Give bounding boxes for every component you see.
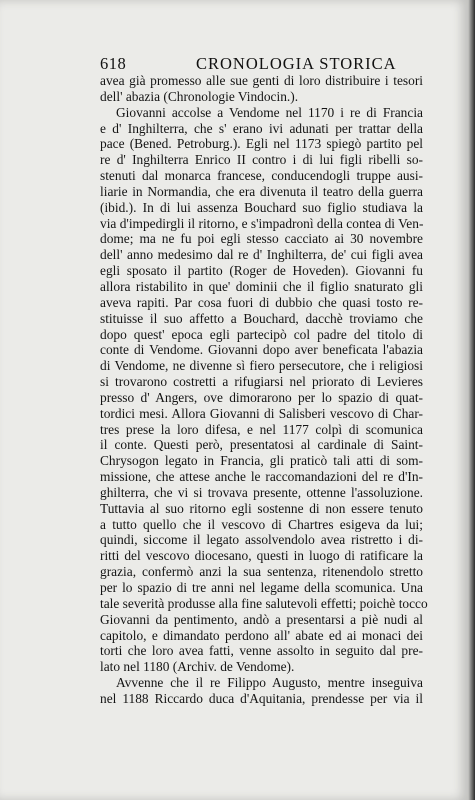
- text-line: presso d' Angers, ove dimorarono per lo spazio di quat-: [100, 389, 423, 405]
- text-line: dell' abazia (Chronologie Vindocin.).: [100, 88, 299, 104]
- text-line: ritti del vescovo diocesano, questi in luogo di ratificare la: [100, 548, 423, 564]
- body-text: [100, 73, 428, 707]
- text-line: di Vendome, ne divenne sì fiero persecutore, che i religiosi: [100, 358, 423, 374]
- text-line: (ibid.). In di lui assenza Bouchard suo figlio studiava la: [100, 199, 423, 215]
- text-line: aveva rapiti. Par cosa fuori di dubbio che quasi tosto re-: [100, 294, 423, 310]
- text-line: stituisse il suo affetto a Bouchard, dacchè troviamo che: [100, 310, 423, 326]
- text-line: tres prese la loro difesa, e nel 1177 colpì di scomunica: [100, 421, 423, 437]
- text-line: allora ristabilito in que' dominii che il figlio snaturato gli: [100, 278, 423, 294]
- text-line: Avvenne che il re Filippo Augusto, mentre inseguiva: [116, 675, 423, 691]
- running-head: CRONOLOGIA STORICA: [196, 54, 397, 73]
- text-line: Giovanni accolse a Vendome nel 1170 i re di Francia: [116, 104, 423, 120]
- text-line: per lo spazio di tre anni nel legame della scomunica. Una: [100, 580, 423, 595]
- text-line: si trovarono costretti a rifugiarsi nel priorato di Levieres: [100, 374, 423, 390]
- text-line: a tutto quello che il vescovo di Chartres esigeva da lui;: [100, 516, 423, 532]
- text-line: lato nel 1180 (Archiv. de Vendome).: [100, 659, 295, 675]
- text-line: tale severità produsse alla fine salutevoli effetti; poichè tocco: [100, 595, 428, 611]
- text-line: dell' anno medesimo dal re d' Inghilterra, de' cui figli avea: [100, 247, 423, 263]
- text-line: e d' Inghilterra, che s' erano ivi adunati per trattar della: [100, 120, 423, 136]
- text-line: nel 1188 Riccardo duca d'Aquitania, prendesse per via il: [100, 690, 423, 706]
- text-line: ghilterra, che vi si trovava presente, ottenne l'assoluzione.: [100, 484, 423, 500]
- text-line: dopo quest' epoca egli partecipò col padre del titolo di: [100, 326, 423, 342]
- text-line: torti che loro avea fatti, venne assolto in seguito dal pre-: [100, 643, 423, 659]
- text-line: il conte. Questi però, presentatosi al cardinale di Saint-: [100, 437, 423, 453]
- text-line: stenuti dal monarca francese, conducendogli truppe ausi-: [100, 168, 423, 184]
- text-line: re d' Inghilterra Enrico II contro i di lui figli ribelli so-: [100, 152, 423, 168]
- text-line: egli sposato il partito (Roger de Hoveden). Giovanni fu: [100, 263, 423, 279]
- page-number: 618: [100, 54, 127, 73]
- page-edge: [468, 0, 475, 800]
- text-line: missione, che attese anche le raccomandazioni del re d'In-: [100, 469, 423, 485]
- text-line: conte di Vendome. Giovanni dopo aver beneficata l'abazia: [100, 342, 423, 358]
- text-line: tordici mesi. Allora Giovanni di Salisberi vescovo di Char-: [100, 405, 423, 421]
- text-line: via d'impedirgli il ritorno, e s'impadronì della contea di Ven-: [100, 215, 424, 231]
- text-line: Chrysogon legato in Francia, gli praticò tali atti di som-: [100, 453, 423, 469]
- text-line: pace (Bened. Petroburg.). Egli nel 1173 spiegò partito pel: [100, 136, 423, 152]
- text-line: liarie in Normandia, che era divenuta il teatro della guerra: [100, 183, 423, 199]
- text-line: dome; ma ne fu poi egli stesso cacciato ai 30 novembre: [100, 231, 423, 247]
- text-line: quindi, siccome il legato assolvendolo avea ristretto i di-: [100, 532, 423, 548]
- text-line: capitolo, e dimandato perdono all' abate ed ai monaci dei: [100, 627, 423, 643]
- text-line: grazia, confermò anzi la sua sentenza, ritenendolo stretto: [100, 564, 423, 580]
- text-line: avea già promesso alle sue genti di loro distribuire i tesori: [100, 73, 423, 88]
- text-line: Tuttavia al suo ritorno egli sostenne di non essere tenuto: [100, 500, 423, 516]
- text-line: Giovanni da pentimento, andò a presentarsi a piè nudi al: [100, 611, 423, 627]
